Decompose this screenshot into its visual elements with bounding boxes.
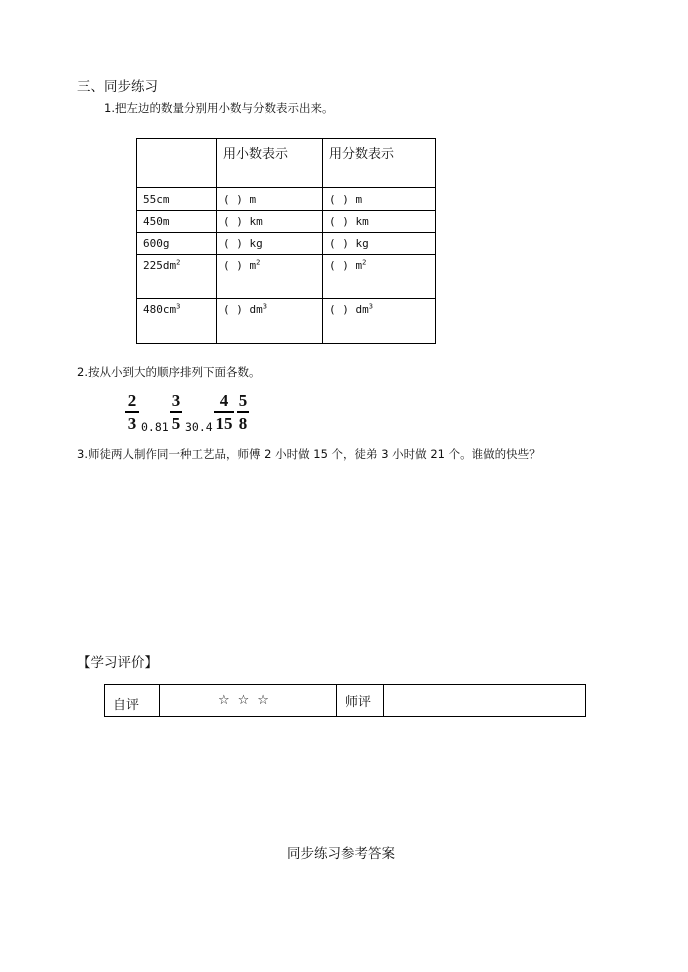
decimal-number: 30.4 bbox=[185, 420, 213, 434]
quantity-cell: 55cm bbox=[137, 188, 217, 211]
decimal-number: 0.81 bbox=[141, 420, 169, 434]
fraction-answer-cell: ( ) kg bbox=[323, 233, 436, 255]
quantity-cell: 600g bbox=[137, 233, 217, 255]
fraction-answer-cell: ( ) m bbox=[323, 188, 436, 211]
evaluation-table bbox=[104, 684, 586, 717]
decimal-answer-cell: ( ) $dm^3$ bbox=[217, 299, 323, 344]
answers-title: 同步练习参考答案 bbox=[287, 846, 395, 862]
table-header-row bbox=[137, 139, 436, 188]
table-row bbox=[137, 211, 436, 233]
fraction-answer-cell: ( ) km bbox=[323, 211, 436, 233]
decimal-answer-cell: ( ) $m^2$ bbox=[217, 255, 323, 299]
quantity-cell: 450m bbox=[137, 211, 217, 233]
question-3-prompt: 3.师徒两人制作同一种工艺品，师傅 2 小时做 15 个，徒弟 3 小时做 21 个。谁做的快些？ bbox=[77, 447, 541, 461]
table-row bbox=[137, 299, 436, 344]
section-title: 三、同步练习 bbox=[77, 79, 158, 95]
fraction-four-fifteenths: 4 15 bbox=[215, 391, 233, 433]
fraction-three-fifths: 3 5 bbox=[171, 391, 181, 433]
quantity-cell: $480cm^3$ bbox=[137, 299, 217, 344]
self-evaluation-label: 自评 bbox=[105, 685, 160, 717]
fraction-five-eighths: 5 8 bbox=[238, 391, 248, 433]
decimal-answer-cell: ( ) kg bbox=[217, 233, 323, 255]
fraction-answer-cell: ( ) $dm^3$ bbox=[323, 299, 436, 344]
question-1-prompt: 1.把左边的数量分别用小数与分数表示出来。 bbox=[104, 101, 334, 115]
teacher-evaluation-label: 师评 bbox=[337, 685, 384, 717]
decimal-answer-cell: ( ) km bbox=[217, 211, 323, 233]
evaluation-heading: 【学习评价】 bbox=[77, 655, 158, 671]
header-cell-empty bbox=[137, 139, 217, 188]
table-row bbox=[137, 188, 436, 211]
table-row bbox=[137, 233, 436, 255]
teacher-evaluation-field[interactable] bbox=[384, 685, 586, 717]
table-row bbox=[137, 255, 436, 299]
header-cell-decimal: 用小数表示 bbox=[217, 139, 323, 188]
fraction-two-thirds: 2 3 bbox=[125, 392, 139, 433]
quantity-cell: $225dm^2$ bbox=[137, 255, 217, 299]
header-cell-fraction: 用分数表示 bbox=[323, 139, 436, 188]
evaluation-row bbox=[105, 685, 586, 717]
star-rating[interactable]: ☆☆☆ bbox=[160, 685, 337, 717]
conversion-table bbox=[136, 138, 436, 344]
question-2-prompt: 2.按从小到大的顺序排列下面各数。 bbox=[77, 365, 261, 379]
decimal-answer-cell: ( ) m bbox=[217, 188, 323, 211]
fraction-answer-cell: ( ) $m^2$ bbox=[323, 255, 436, 299]
